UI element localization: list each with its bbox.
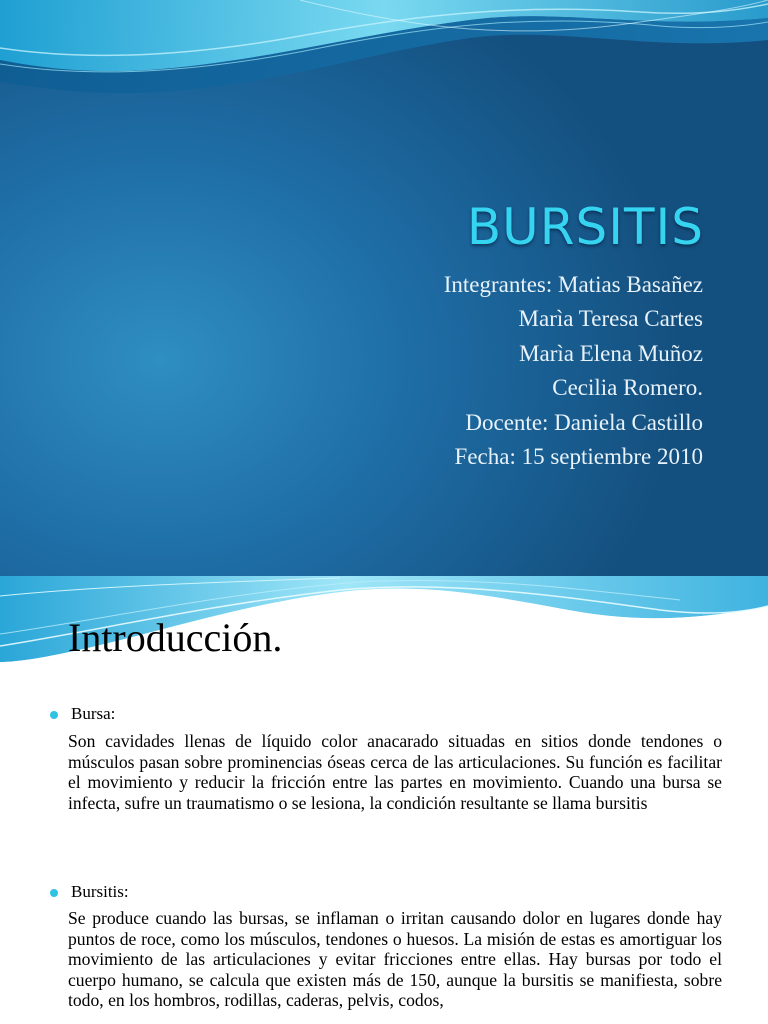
date-line: Fecha: 15 septiembre 2010 [454, 444, 703, 470]
slide-heading: Introducción. [68, 615, 283, 660]
definition-paragraph: Son cavidades llenas de líquido color anacarado situadas en sitios donde tendones o músculos pasan sobre prominencias óseas cerca de las articulaciones. Su función es facilitar el movimiento y reducir la fricción entre las partes en movimiento. Cuando una bursa se infecta, sufre un traumatismo o se lesiona, la condición resultante se llama bursitis [68, 731, 722, 813]
member-line: Marìa Elena Muñoz [519, 340, 703, 366]
members-block [444, 268, 703, 474]
presentation-title: BURSITIS [466, 198, 704, 256]
member-line: Integrantes: Matias Basañez [443, 272, 703, 297]
term-label: Bursitis: [71, 882, 129, 901]
teacher-line: Docente: Daniela Castillo [465, 409, 703, 435]
term-label: Bursa: [71, 704, 116, 723]
definition-paragraph: Se produce cuando las bursas, se inflaman o irritan causando dolor en lugares donde hay puntos de roce, como los músculos, tendones o huesos. La misión de estas es amortiguar los movimiento de las articulaciones y evitar fricciones entre ellas. Hay bursas por todo el cuerpo humano, se calcula que existen más de 150, aunque la bursitis se manifiesta, sobre todo, en los hombros, rodillas, caderas, pelvis, codos, [68, 908, 722, 1011]
bullet-icon [50, 889, 58, 897]
member-line: Cecilia Romero. [552, 375, 703, 401]
member-line: Marìa Teresa Cartes [518, 306, 703, 332]
bullet-icon [50, 711, 58, 719]
